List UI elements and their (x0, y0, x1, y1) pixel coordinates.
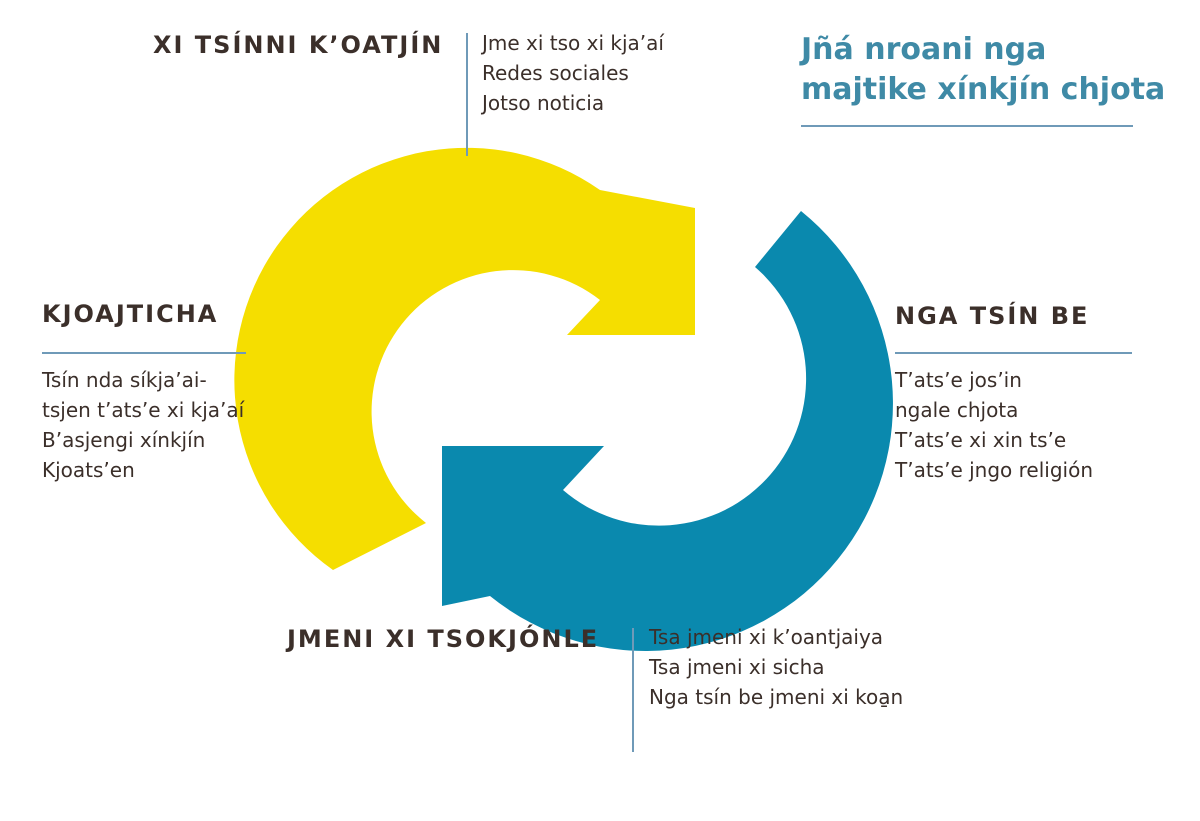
top-section-divider (466, 33, 468, 156)
bottom-section-list (649, 622, 903, 712)
left-section-divider (42, 352, 246, 354)
bottom-section-item: Tsa jmeni xi sicha (649, 655, 825, 679)
bottom-section-item: Nga tsín be jmeni xi koa̱n (649, 685, 904, 709)
left-section-item: tsjen t’ats’e xi kja’aí (42, 398, 245, 422)
title-line-1: Jñá nroani nga (801, 32, 1047, 67)
diagram-title (801, 30, 1165, 110)
title-underline (801, 125, 1133, 127)
right-section-divider (895, 352, 1132, 354)
right-section-heading: NGA TSÍN BE (895, 302, 1090, 330)
right-section-list (895, 365, 1093, 485)
left-section-item: Kjoats’en (42, 458, 135, 482)
right-section-item: ngale chjota (895, 398, 1019, 422)
title-line-2: majtike xínkjín chjota (801, 72, 1166, 107)
top-section-item: Redes sociales (482, 61, 629, 85)
right-section-item: T’ats’e jos’in (895, 368, 1022, 392)
left-section-item: Tsín nda síkja’ai- (42, 368, 207, 392)
top-section-item: Jotso noticia (482, 91, 605, 115)
left-section-list (42, 365, 244, 485)
right-section-item: T’ats’e jngo religión (895, 458, 1093, 482)
bottom-section-divider (632, 628, 634, 752)
bottom-section-heading: JMENI XI TSOKJÓNLE (287, 625, 600, 653)
top-section-heading: XI TSÍNNI K’OATJÍN (153, 31, 444, 59)
top-section-item: Jme xi tso xi kja’aí (482, 31, 664, 55)
left-section-heading: KJOAJTICHA (42, 300, 219, 328)
top-section-list (482, 28, 664, 118)
right-section-item: T’ats’e xi xin ts’e (895, 428, 1067, 452)
bottom-section-item: Tsa jmeni xi k’oantjaiya (649, 625, 884, 649)
left-section-item: B’asjengi xínkjín (42, 428, 206, 452)
